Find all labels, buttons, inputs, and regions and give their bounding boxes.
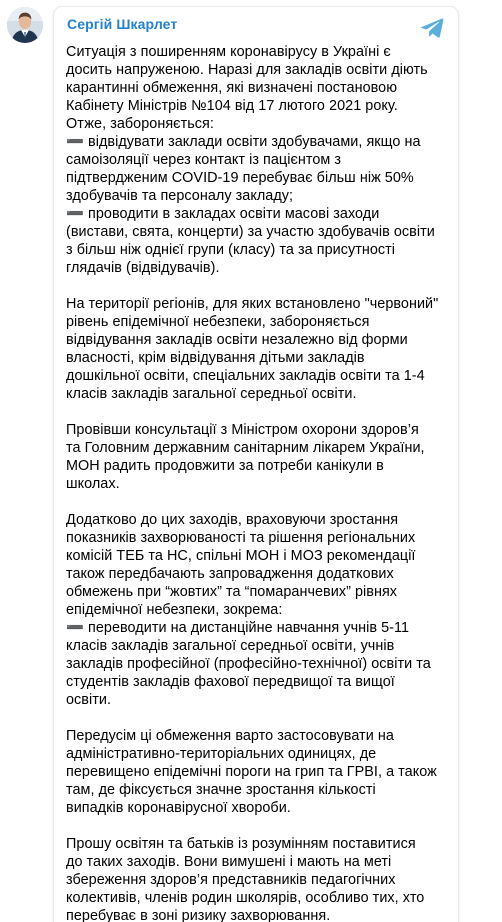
telegram-icon[interactable] (420, 17, 444, 39)
message-line: досить напруженою. Наразі для закладів освіти діють (66, 62, 428, 78)
message-paragraph (66, 421, 458, 493)
message-line: Передусім ці обмеження варто застосовувати на (66, 728, 394, 744)
message-line: комісій ТЕБ та НС, спільні МОН і МОЗ рекомендації (66, 548, 416, 564)
message-line: збереження здоров’я представників педагогічних (66, 872, 396, 888)
avatar-icon (7, 7, 43, 43)
message-line: (вистави, свята, концерти) за участю здобувачів освіти (66, 224, 435, 240)
message-paragraph (66, 43, 458, 277)
message-line: ➖ переводити на дистанційне навчання учнів 5-11 (66, 620, 410, 636)
message-line: освіти. (66, 692, 112, 708)
message-line: глядачів (відвідувачів). (66, 260, 220, 276)
message-line: дошкільної освіти, спеціальних закладів освіти та 1-4 (66, 368, 425, 384)
message-line: з більш ніж однієї групи (класу) та за присутності (66, 242, 396, 258)
message-line: епідемічної небезпеки, зокрема: (66, 602, 283, 618)
author-name[interactable]: Сергій Шкарлет (67, 16, 178, 32)
message-line: закладів професійної (професійно-технічної) освіти та (66, 656, 431, 672)
message-line: показників захворюваності та рішення регіональних (66, 530, 416, 546)
message-line: перевищено епідемічні пороги на грип та ГРВІ, а також (66, 764, 437, 780)
message-line: та Головним державним санітарним лікарем України, (66, 440, 425, 456)
message-line: підтвердженим COVID-19 перебуває більш ніж 50% (66, 170, 414, 186)
message-line: Додатково до цих заходів, враховуючи зростання (66, 512, 399, 528)
message-card (53, 6, 459, 922)
message-line: також передбачають запровадження додаткових (66, 566, 394, 582)
message-paragraph (66, 511, 458, 709)
message-line: ➖ проводити в закладах освіти масові заходи (66, 206, 380, 222)
message-line: студентів закладів фахової передвищої та вищої (66, 674, 395, 690)
message-line: ➖ відвідувати заклади освіти здобувачами, якщо на (66, 134, 421, 150)
message-line: На території регіонів, для яких встановлено "червоний" (66, 296, 439, 312)
message-line: здобувачів та персоналу закладу; (66, 188, 294, 204)
message-line: МОН радить продовжити за потреби канікули в (66, 458, 384, 474)
message-line: Ситуація з поширенням коронавірусу в Україні є (66, 44, 391, 60)
message-line: Прошу освітян та батьків із розумінням поставитися (66, 836, 416, 852)
message-line: відвідування закладів освіти незалежно від форми (66, 332, 408, 348)
message-line: обмежень при “жовтих” та “помаранчевих” рівнях (66, 584, 398, 600)
message-line: самоізоляції через контакт із пацієнтом з (66, 152, 342, 168)
message-line: Провівши консультації з Міністром охорони здоров’я (66, 422, 419, 438)
message-line: класів закладів загальної середньої освіти. (66, 386, 357, 402)
message-line: власності, крім відвідування дітьми закладів (66, 350, 365, 366)
message-line: класів закладів загальної середньої освіти, учнів (66, 638, 395, 654)
message-line: рівень епідемічної небезпеки, забороняється (66, 314, 370, 330)
message-text (66, 43, 458, 922)
message-line: перебуває в зоні ризику захворювання. (66, 908, 331, 922)
message-line: колективів, членів родин школярів, особливо тих, хто (66, 890, 425, 906)
message-line: Кабінету Міністрів №104 від 17 лютого 2021 року. (66, 98, 398, 114)
author-avatar[interactable] (7, 7, 43, 43)
message-line: там, де фіксується значне зростання кількості (66, 782, 376, 798)
message-line: випадків коронавірусної хвороби. (66, 800, 291, 816)
message-paragraph (66, 835, 458, 922)
message-line: Отже, забороняється: (66, 116, 214, 132)
message-line: карантинні обмеження, які визначені постановою (66, 80, 398, 96)
message-paragraph (66, 727, 458, 817)
message-line: адміністративно-територіальних одиницях, де (66, 746, 377, 762)
message-paragraph (66, 295, 458, 403)
message-line: школах. (66, 476, 120, 492)
message-line: до таких заходів. Вони вимушені і мають на меті (66, 854, 392, 870)
